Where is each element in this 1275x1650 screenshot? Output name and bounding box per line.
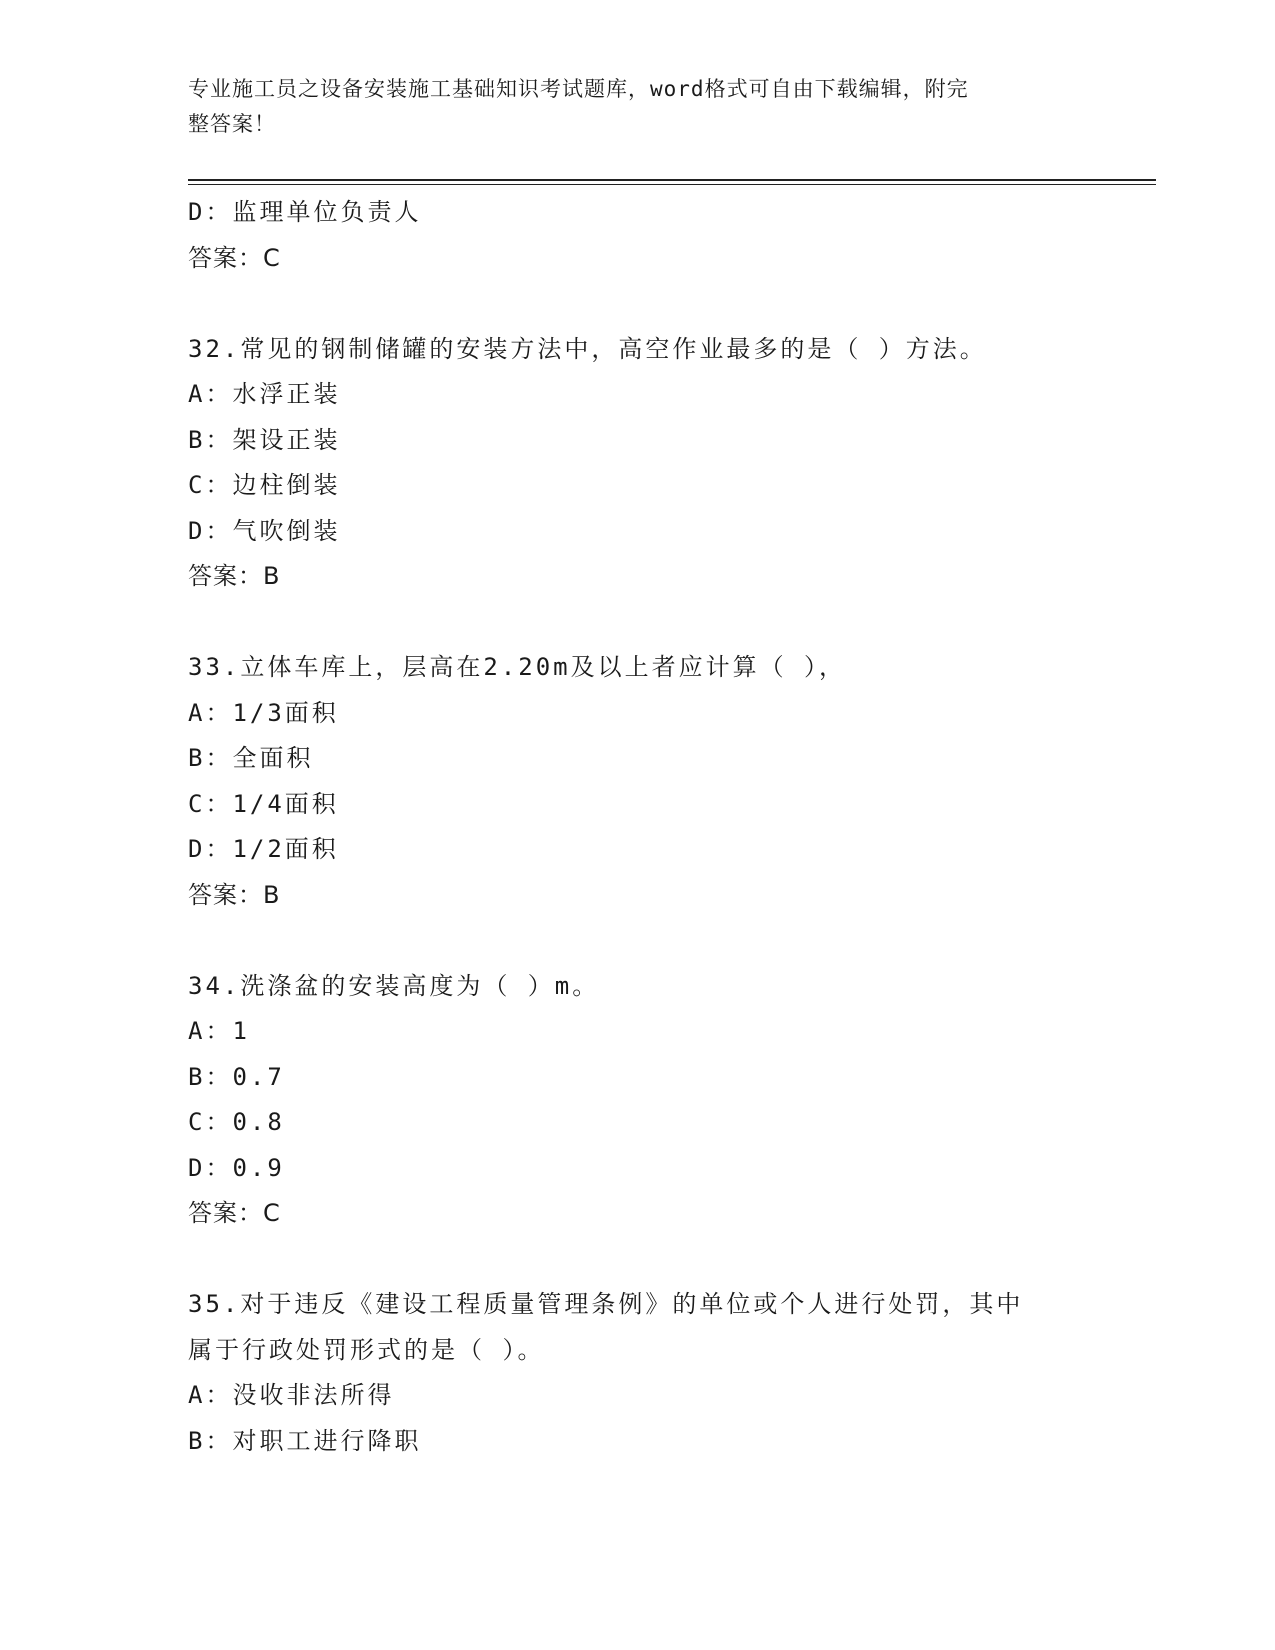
option-b: B：架设正装 — [188, 425, 341, 454]
question-block-33 — [188, 645, 1088, 918]
option-b: B：全面积 — [188, 744, 314, 772]
header-divider-thin — [188, 184, 1156, 185]
option-b: B：对职工进行降职 — [188, 1426, 422, 1455]
question-block-31 — [188, 190, 1088, 281]
question-stem: 34.洗涤盆的安装高度为（ ）m。 — [188, 971, 600, 1000]
answer-line: 答案：B — [188, 562, 281, 590]
question-stem-line-1: 35.对于违反《建设工程质量管理条例》的单位或个人进行处罚，其中 — [188, 1290, 1024, 1318]
question-stem: 32.常见的钢制储罐的安装方法中，高空作业最多的是（ ）方法。 — [188, 334, 987, 363]
header-divider-thick — [188, 179, 1156, 181]
question-block-34 — [188, 964, 1088, 1237]
answer-line: 答案：C — [188, 1199, 281, 1227]
option-d: D：0.9 — [188, 1153, 285, 1182]
option-d: D：监理单位负责人 — [188, 198, 422, 226]
question-block-32 — [188, 327, 1088, 600]
header-line-1: 专业施工员之设备安装施工基础知识考试题库，word格式可自由下载编辑，附完 — [188, 77, 969, 101]
option-b: B：0.7 — [188, 1062, 285, 1091]
answer-line: 答案：B — [188, 880, 281, 909]
question-block-35 — [188, 1282, 1088, 1464]
question-stem-line-2: 属于行政处罚形式的是（ ）。 — [188, 1335, 545, 1364]
option-c: C：0.8 — [188, 1108, 285, 1136]
document-header — [188, 72, 1068, 142]
option-a: A：1/3面积 — [188, 698, 339, 727]
option-a: A：1 — [188, 1017, 250, 1045]
option-a: A：没收非法所得 — [188, 1381, 395, 1409]
option-d: D：1/2面积 — [188, 835, 339, 863]
option-a: A：水浮正装 — [188, 380, 341, 408]
option-d: D：气吹倒装 — [188, 516, 341, 545]
option-c: C：1/4面积 — [188, 789, 339, 818]
header-line-2: 整答案！ — [188, 112, 276, 136]
option-c: C：边柱倒装 — [188, 471, 341, 499]
question-list — [188, 190, 1088, 1464]
question-stem: 33.立体车库上，层高在2.20m及以上者应计算（ ）， — [188, 653, 847, 681]
answer-line: 答案：C — [188, 243, 281, 272]
